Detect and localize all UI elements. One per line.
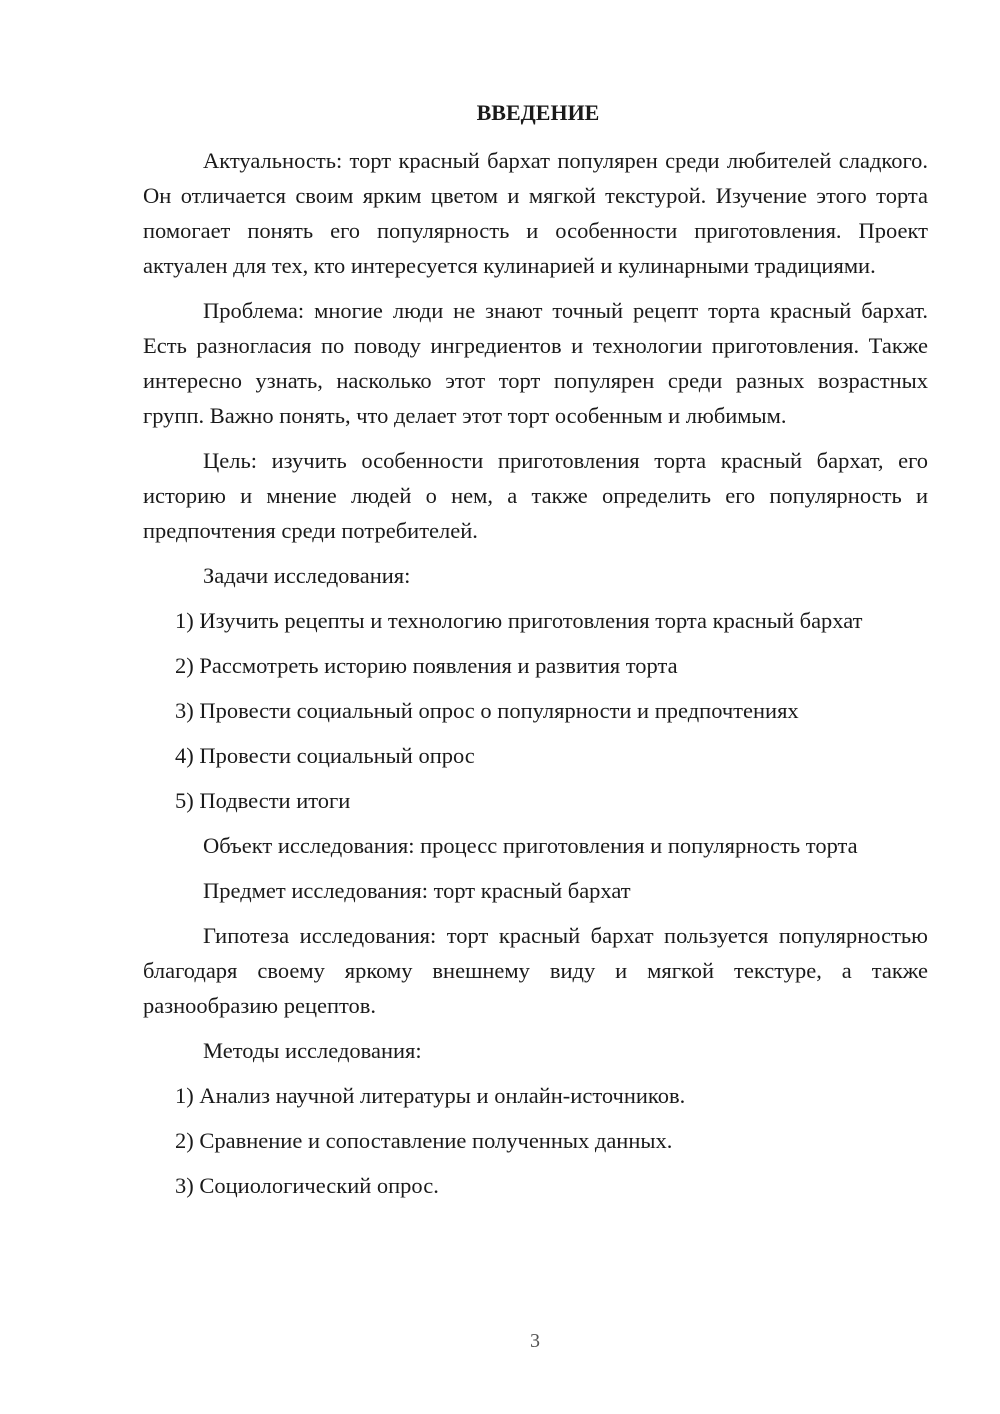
task-item: 2) Рассмотреть историю появления и развития торта — [175, 653, 678, 678]
methods-heading: Методы исследования: — [203, 1038, 422, 1063]
object-paragraph: Объект исследования: процесс приготовления и популярность торта — [203, 833, 858, 858]
relevance-paragraph: Актуальность: торт красный бархат популярен среди любителей сладкого. Он отличается своим ярким цветом и мягкой текстурой. Изучение этого торта помогает понять его популярность и особенности приготовления. Проект актуален для тех, кто интересуется кулинарией и кулинарными традициями. — [143, 148, 928, 278]
hypothesis-paragraph: Гипотеза исследования: торт красный бархат пользуется популярностью благодаря своему яркому внешнему виду и мягкой текстуре, а также разнообразию рецептов. — [143, 923, 928, 1018]
method-item: 3) Социологический опрос. — [175, 1173, 439, 1198]
tasks-heading: Задачи исследования: — [203, 563, 411, 588]
subject-paragraph: Предмет исследования: торт красный бархат — [203, 878, 631, 903]
task-item: 4) Провести социальный опрос — [175, 743, 475, 768]
method-item: 2) Сравнение и сопоставление полученных данных. — [175, 1128, 673, 1153]
task-item: 3) Провести социальный опрос о популярности и предпочтениях — [175, 698, 799, 723]
goal-paragraph: Цель: изучить особенности приготовления торта красный бархат, его историю и мнение людей о нем, а также определить его популярность и предпочтения среди потребителей. — [143, 448, 928, 543]
page-number: 3 — [530, 1330, 540, 1352]
task-item: 5) Подвести итоги — [175, 788, 351, 813]
method-item: 1) Анализ научной литературы и онлайн-источников. — [175, 1083, 686, 1108]
document-page — [143, 95, 928, 1213]
page-title: ВВЕДЕНИЕ — [476, 100, 600, 125]
problem-paragraph: Проблема: многие люди не знают точный рецепт торта красный бархат. Есть разногласия по поводу ингредиентов и технологии приготовления. Также интересно узнать, насколько этот торт популярен среди разных возрастных групп. Важно понять, что делает этот торт особенным и любимым. — [143, 298, 928, 428]
task-item: 1) Изучить рецепты и технологию приготовления торта красный бархат — [175, 608, 863, 633]
